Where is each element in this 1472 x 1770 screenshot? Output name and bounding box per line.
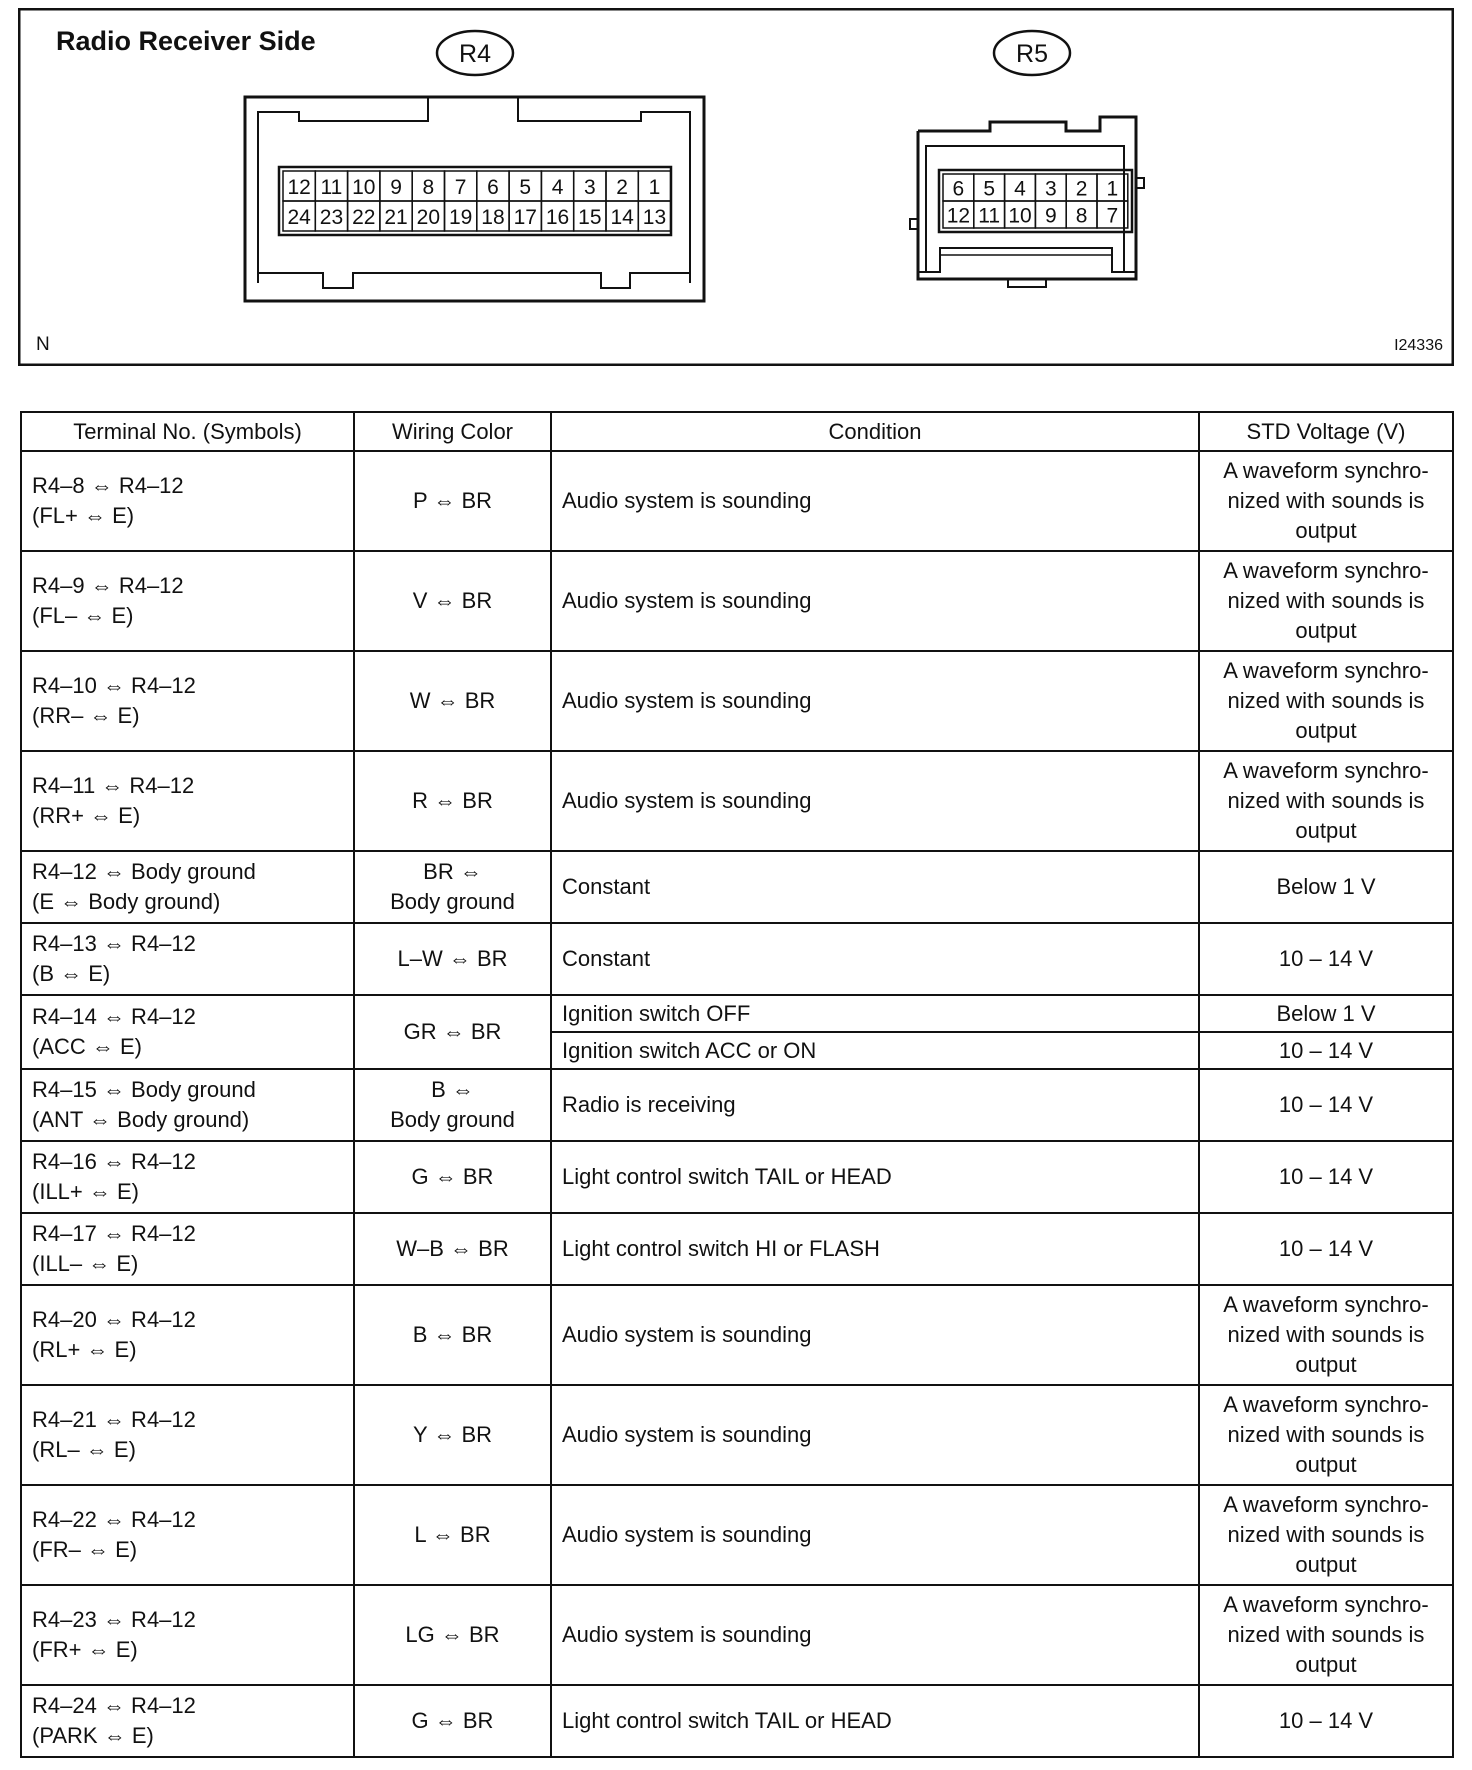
terminal-cell <box>21 1685 354 1757</box>
r4-pin-number: 23 <box>319 206 344 229</box>
std-voltage-cell <box>1199 651 1453 751</box>
std-voltage-text: A waveform synchro- nized with sounds is output <box>1223 558 1429 643</box>
r4-label: R4 <box>459 40 491 68</box>
r5-pin-number: 4 <box>1014 177 1026 201</box>
condition-text: Constant <box>562 874 651 899</box>
table-row <box>21 751 1453 851</box>
std-voltage-text: 10 – 14 V <box>1278 1708 1374 1733</box>
condition-text: Light control switch HI or FLASH <box>562 1236 880 1261</box>
wiring-color-cell <box>354 1069 551 1141</box>
condition-cell <box>551 1385 1199 1485</box>
header-condition: Condition <box>551 412 1199 451</box>
r4-pin-number: 21 <box>384 206 408 229</box>
std-voltage-text: 10 – 14 V <box>1278 1037 1374 1063</box>
std-voltage-cell <box>1199 1585 1453 1685</box>
r4-pin-number: 7 <box>454 176 467 199</box>
terminal-symbols: (ACC ⇔ E) <box>32 1034 142 1059</box>
terminal-cell <box>21 923 354 995</box>
terminal-cell <box>21 1585 354 1685</box>
std-voltage-cell <box>1199 751 1453 851</box>
r4-pin-number: 11 <box>320 176 343 199</box>
wiring-color-cell <box>354 1285 551 1385</box>
std-voltage-cell <box>1199 1032 1453 1069</box>
std-voltage-cell <box>1199 1685 1453 1757</box>
condition-cell <box>551 1585 1199 1685</box>
condition-cell <box>551 923 1199 995</box>
std-voltage-text: 10 – 14 V <box>1278 946 1374 971</box>
wiring-color: G ⇔ BR <box>411 1164 494 1189</box>
terminal-symbols: (RR– ⇔ E) <box>32 703 140 728</box>
terminal-symbols: (RL– ⇔ E) <box>32 1437 136 1462</box>
r5-pin-number: 7 <box>1106 204 1119 228</box>
header-std-voltage: STD Voltage (V) <box>1199 412 1453 451</box>
r5-pin-number: 3 <box>1044 177 1057 201</box>
header-wiring-color: Wiring Color <box>354 412 551 451</box>
terminal-pins: R4–22 ⇔ R4–12 <box>32 1507 196 1532</box>
r5-pin-grid <box>943 174 1128 228</box>
wiring-color-continued: Body ground <box>390 889 515 914</box>
terminal-pins: R4–9 ⇔ R4–12 <box>32 573 184 598</box>
condition-cell <box>551 851 1199 923</box>
condition-text: Audio system is sounding <box>562 1522 812 1547</box>
r4-pin-number: 10 <box>352 176 376 199</box>
r5-connector <box>910 117 1144 287</box>
table-row <box>21 923 1453 995</box>
condition-text: Radio is receiving <box>562 1092 736 1117</box>
r5-pin-number: 11 <box>978 204 1001 228</box>
terminal-cell <box>21 1141 354 1213</box>
wiring-color: LG ⇔ BR <box>405 1622 500 1647</box>
terminal-symbols: (FR– ⇔ E) <box>32 1537 138 1562</box>
r4-pin-number: 17 <box>513 206 537 229</box>
corner-mark: N <box>36 334 50 355</box>
table-row <box>21 451 1453 551</box>
r4-connector <box>245 97 704 301</box>
wiring-color: L ⇔ BR <box>414 1522 491 1547</box>
terminal-symbols: (RR+ ⇔ E) <box>32 803 141 828</box>
r5-pin-number: 8 <box>1075 204 1088 228</box>
figure-id: I24336 <box>1394 337 1443 354</box>
terminal-cell <box>21 1485 354 1585</box>
terminal-symbols: (B ⇔ E) <box>32 961 111 986</box>
std-voltage-text: 10 – 14 V <box>1278 1236 1374 1261</box>
wiring-color-cell <box>354 1213 551 1285</box>
r4-pin-number: 16 <box>545 206 570 229</box>
wiring-color: W–B ⇔ BR <box>396 1236 509 1261</box>
std-voltage-cell <box>1199 1285 1453 1385</box>
r4-pin-number: 22 <box>352 206 376 229</box>
condition-text: Audio system is sounding <box>562 1622 812 1647</box>
terminal-pins: R4–23 ⇔ R4–12 <box>32 1607 196 1632</box>
condition-cell <box>551 1685 1199 1757</box>
std-voltage-text: 10 – 14 V <box>1278 1164 1374 1189</box>
table-row <box>21 551 1453 651</box>
table-row <box>21 1385 1453 1485</box>
r4-pin-number: 15 <box>578 206 602 229</box>
table-row <box>21 1069 1453 1141</box>
wiring-color-cell <box>354 651 551 751</box>
terminal-pins: R4–16 ⇔ R4–12 <box>32 1149 196 1174</box>
terminal-pins: R4–14 ⇔ R4–12 <box>32 1004 196 1029</box>
condition-text: Ignition switch OFF <box>562 1000 751 1026</box>
wiring-color: P ⇔ BR <box>412 488 493 513</box>
wiring-color: Y ⇔ BR <box>412 1422 493 1447</box>
terminal-cell <box>21 851 354 923</box>
r5-pin-number: 9 <box>1044 204 1057 228</box>
wiring-color-cell <box>354 995 551 1069</box>
terminal-cell <box>21 751 354 851</box>
r4-pin-number: 6 <box>487 176 499 199</box>
terminal-symbols: (PARK ⇔ E) <box>32 1723 154 1748</box>
terminal-symbols: (RL+ ⇔ E) <box>32 1337 137 1362</box>
wiring-color-cell <box>354 1585 551 1685</box>
condition-text: Audio system is sounding <box>562 488 812 513</box>
std-voltage-cell <box>1199 1385 1453 1485</box>
r4-pin-number: 4 <box>551 176 564 199</box>
table-header-row <box>21 412 1453 451</box>
wiring-color-cell <box>354 1485 551 1585</box>
std-voltage-cell <box>1199 995 1453 1032</box>
std-voltage-text: A waveform synchro- nized with sounds is output <box>1223 458 1429 543</box>
condition-cell <box>551 551 1199 651</box>
r4-pin-number: 12 <box>287 176 311 199</box>
r5-pin-number: 5 <box>983 177 996 201</box>
terminal-pins: R4–8 ⇔ R4–12 <box>32 473 184 498</box>
table-row <box>21 995 1453 1032</box>
condition-cell <box>551 751 1199 851</box>
terminal-symbols: (FR+ ⇔ E) <box>32 1637 138 1662</box>
std-voltage-cell <box>1199 1485 1453 1585</box>
condition-cell <box>551 651 1199 751</box>
condition-cell <box>551 1032 1199 1069</box>
diagram-frame <box>19 9 1453 365</box>
r5-pin-number: 12 <box>946 204 971 228</box>
std-voltage-text: A waveform synchro- nized with sounds is output <box>1223 1292 1429 1377</box>
condition-text: Audio system is sounding <box>562 588 812 613</box>
wiring-color: B ⇔ BR <box>412 1322 493 1347</box>
condition-text: Audio system is sounding <box>562 788 812 813</box>
terminal-symbols: (E ⇔ Body ground) <box>32 889 221 914</box>
wiring-color-cell <box>354 451 551 551</box>
wiring-color: W ⇔ BR <box>409 688 496 713</box>
r4-pin-grid <box>283 171 671 231</box>
terminal-cell <box>21 551 354 651</box>
terminal-symbols: (ILL+ ⇔ E) <box>32 1179 139 1204</box>
terminal-symbols: (ANT ⇔ Body ground) <box>32 1107 250 1132</box>
terminal-cell <box>21 1213 354 1285</box>
r4-pin-number: 19 <box>448 206 473 229</box>
condition-cell <box>551 1141 1199 1213</box>
terminal-cell <box>21 995 354 1069</box>
terminal-pins: R4–20 ⇔ R4–12 <box>32 1307 196 1332</box>
wiring-color: R ⇔ BR <box>412 788 493 813</box>
wiring-color-cell <box>354 1385 551 1485</box>
condition-cell <box>551 1485 1199 1585</box>
terminal-pins: R4–10 ⇔ R4–12 <box>32 673 196 698</box>
table-row <box>21 1213 1453 1285</box>
connector-diagram <box>18 8 1454 366</box>
r4-pin-number: 9 <box>390 176 402 199</box>
r5-pin-number: 1 <box>1106 177 1119 201</box>
r4-pin-number: 13 <box>642 206 667 229</box>
wiring-color-cell <box>354 1141 551 1213</box>
wiring-color: L–W ⇔ BR <box>397 946 508 971</box>
wiring-color-cell <box>354 551 551 651</box>
std-voltage-cell <box>1199 551 1453 651</box>
std-voltage-cell <box>1199 923 1453 995</box>
table-body <box>21 451 1453 1757</box>
r5-pin-number: 10 <box>1008 204 1032 228</box>
diagram-title: Radio Receiver Side <box>56 26 316 56</box>
terminal-pins: R4–17 ⇔ R4–12 <box>32 1221 196 1246</box>
table-row <box>21 651 1453 751</box>
condition-text: Ignition switch ACC or ON <box>562 1037 817 1063</box>
terminal-cell <box>21 1285 354 1385</box>
std-voltage-cell <box>1199 1213 1453 1285</box>
std-voltage-text: A waveform synchro- nized with sounds is output <box>1223 658 1429 743</box>
condition-cell <box>551 995 1199 1032</box>
r4-pin-number: 8 <box>422 176 435 199</box>
std-voltage-text: Below 1 V <box>1276 1000 1376 1026</box>
std-voltage-cell <box>1199 851 1453 923</box>
condition-text: Audio system is sounding <box>562 688 812 713</box>
wiring-color: B ⇔ <box>431 1077 474 1102</box>
std-voltage-text: Below 1 V <box>1276 874 1376 899</box>
r4-pin-number: 3 <box>584 176 596 199</box>
wiring-color: BR ⇔ <box>423 859 482 884</box>
condition-cell <box>551 451 1199 551</box>
r5-label: R5 <box>1016 40 1048 68</box>
wiring-color: GR ⇔ BR <box>403 1019 502 1044</box>
terminal-symbols: (ILL– ⇔ E) <box>32 1251 139 1276</box>
std-voltage-cell <box>1199 1069 1453 1141</box>
condition-cell <box>551 1069 1199 1141</box>
terminal-cell <box>21 451 354 551</box>
wiring-color-continued: Body ground <box>390 1107 515 1132</box>
table-row <box>21 851 1453 923</box>
table-row <box>21 1585 1453 1685</box>
table-row <box>21 1285 1453 1385</box>
terminal-spec-table <box>20 411 1454 1758</box>
r4-pin-number: 5 <box>519 176 532 199</box>
r4-pin-number: 2 <box>616 176 628 199</box>
r4-pin-number: 1 <box>648 176 661 199</box>
condition-text: Constant <box>562 946 651 971</box>
r4-pin-number: 14 <box>610 206 634 229</box>
wiring-color: G ⇔ BR <box>411 1708 494 1733</box>
wiring-color-cell <box>354 851 551 923</box>
condition-text: Light control switch TAIL or HEAD <box>562 1708 892 1733</box>
terminal-pins: R4–12 ⇔ Body ground <box>32 859 256 884</box>
std-voltage-cell <box>1199 451 1453 551</box>
terminal-cell <box>21 1069 354 1141</box>
table-row <box>21 1485 1453 1585</box>
std-voltage-text: A waveform synchro- nized with sounds is output <box>1223 1392 1429 1477</box>
table-row <box>21 1141 1453 1213</box>
r4-pin-number: 18 <box>481 206 505 229</box>
std-voltage-text: A waveform synchro- nized with sounds is output <box>1223 1492 1429 1577</box>
wiring-color: V ⇔ BR <box>412 588 493 613</box>
table-row <box>21 1685 1453 1757</box>
terminal-symbols: (FL– ⇔ E) <box>32 603 134 628</box>
std-voltage-text: 10 – 14 V <box>1278 1092 1374 1117</box>
terminal-pins: R4–21 ⇔ R4–12 <box>32 1407 196 1432</box>
terminal-cell <box>21 651 354 751</box>
terminal-pins: R4–15 ⇔ Body ground <box>32 1077 256 1102</box>
condition-cell <box>551 1213 1199 1285</box>
condition-text: Light control switch TAIL or HEAD <box>562 1164 892 1189</box>
terminal-pins: R4–13 ⇔ R4–12 <box>32 931 196 956</box>
condition-cell <box>551 1285 1199 1385</box>
terminal-cell <box>21 1385 354 1485</box>
r5-pin-number: 2 <box>1075 177 1088 201</box>
wiring-color-cell <box>354 1685 551 1757</box>
terminal-pins: R4–11 ⇔ R4–12 <box>32 773 195 798</box>
terminal-symbols: (FL+ ⇔ E) <box>32 503 135 528</box>
wiring-color-cell <box>354 751 551 851</box>
header-terminal: Terminal No. (Symbols) <box>21 412 354 451</box>
r5-pin-number: 6 <box>952 177 965 201</box>
condition-text: Audio system is sounding <box>562 1422 812 1447</box>
r4-pin-number: 24 <box>287 206 311 229</box>
r4-pin-number: 20 <box>416 206 441 229</box>
std-voltage-text: A waveform synchro- nized with sounds is output <box>1223 1592 1429 1677</box>
wiring-color-cell <box>354 923 551 995</box>
condition-text: Audio system is sounding <box>562 1322 812 1347</box>
std-voltage-text: A waveform synchro- nized with sounds is output <box>1223 758 1429 843</box>
terminal-pins: R4–24 ⇔ R4–12 <box>32 1693 196 1718</box>
std-voltage-cell <box>1199 1141 1453 1213</box>
